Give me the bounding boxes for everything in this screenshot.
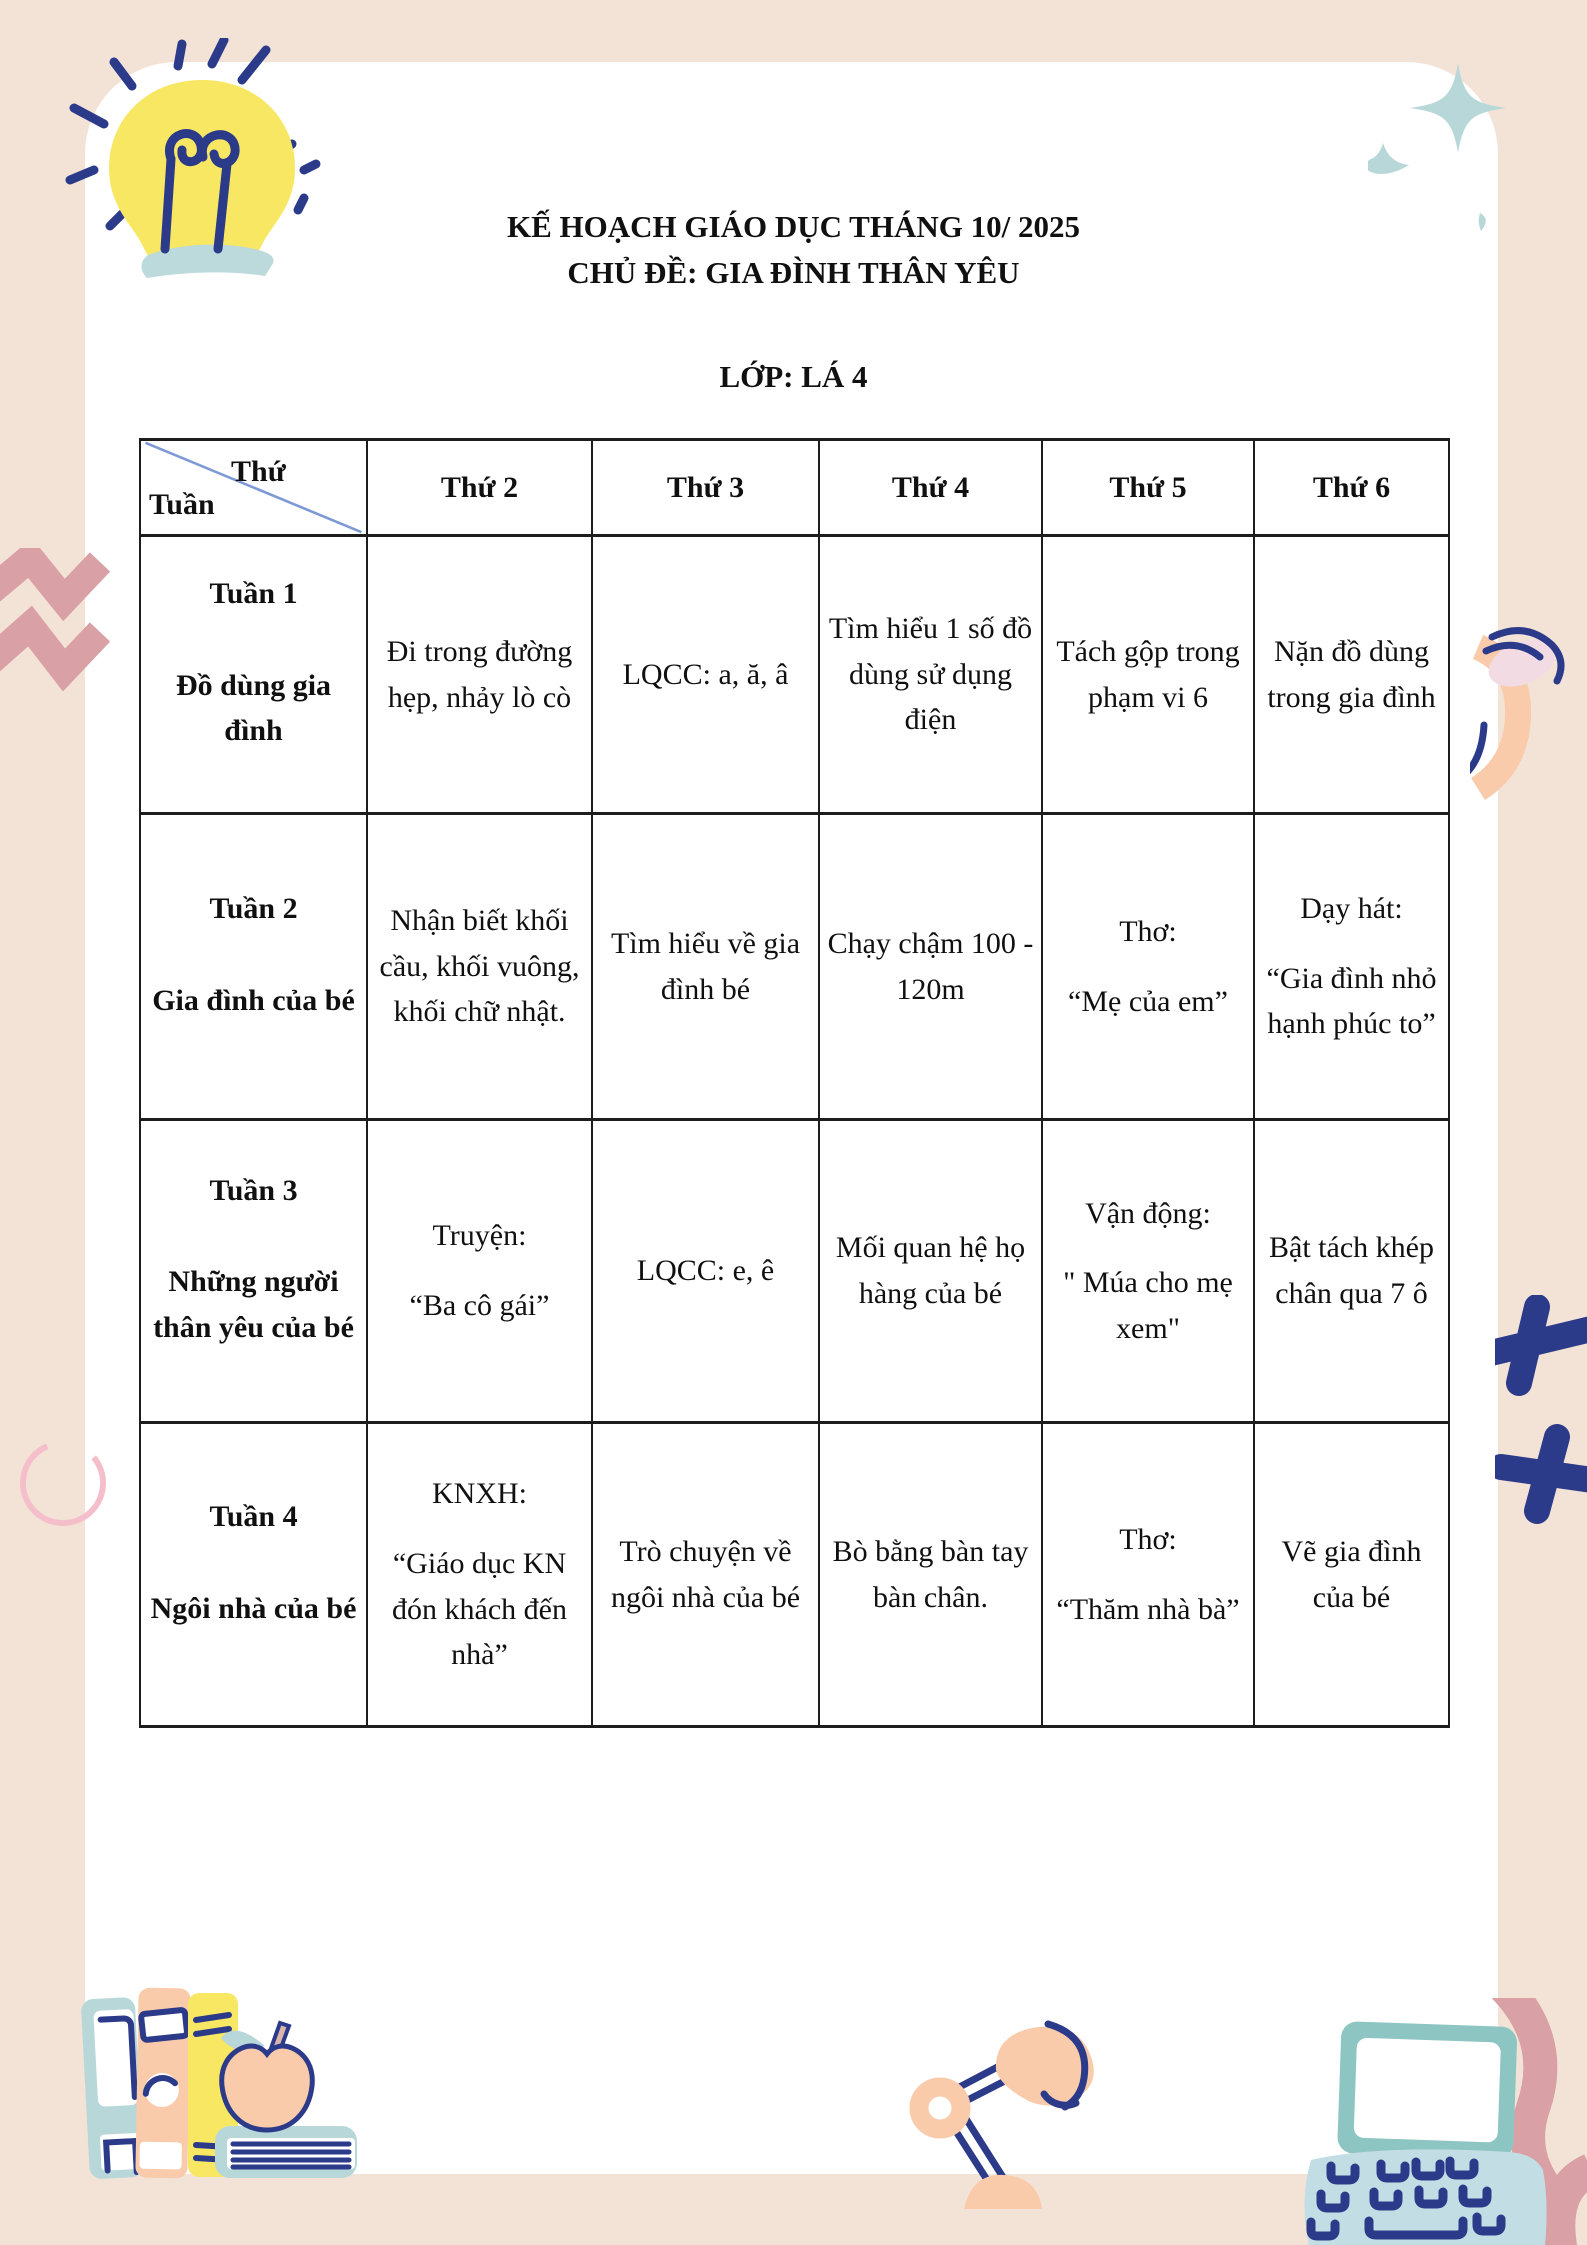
books-and-apple-icon <box>75 1982 370 2222</box>
week-label: Tuần 2 <box>209 891 298 925</box>
activity-cell <box>367 1120 592 1423</box>
activity-text: Chạy chậm 100 - 120m <box>827 926 1034 1006</box>
table-header-row <box>140 440 1449 536</box>
table-row-week2 <box>140 814 1449 1120</box>
activity-text: " Múa cho mẹ xem" <box>1063 1266 1233 1345</box>
week-cell <box>140 814 367 1120</box>
class-line: LỚP: LÁ 4 <box>719 359 868 394</box>
activity-cell <box>1254 1120 1449 1423</box>
corner-label-week: Tuần <box>149 488 215 522</box>
activity-text: Đi trong đường hẹp, nhảy lò cò <box>386 634 573 714</box>
activity-text: Truyện: <box>432 1219 527 1253</box>
ear-arc-icon <box>1470 625 1587 810</box>
activity-text: “Mẹ của em” <box>1068 984 1228 1018</box>
table-row-week3 <box>140 1120 1449 1423</box>
activity-text: “Gia đình nhỏ hạnh phúc to” <box>1266 961 1437 1041</box>
activity-text: Mối quan hệ họ hàng của bé <box>835 1231 1026 1310</box>
week-theme: Những người thân yêu của bé <box>153 1265 354 1344</box>
activity-cell <box>1254 1423 1449 1727</box>
week-label: Tuần 1 <box>209 577 298 611</box>
activity-cell <box>819 814 1042 1120</box>
activity-text: Bò bằng bàn tay bàn chân. <box>832 1534 1029 1614</box>
activity-cell <box>592 1423 819 1727</box>
activity-cell <box>1254 536 1449 814</box>
day-header: Thứ 5 <box>1042 440 1254 536</box>
pink-circle-outline-icon <box>18 1428 113 1543</box>
activity-text: Dạy hát: <box>1300 892 1403 926</box>
day-header: Thứ 2 <box>367 440 592 536</box>
table-row-week4 <box>140 1423 1449 1727</box>
week-label: Tuần 3 <box>209 1173 298 1207</box>
activity-cell <box>819 1423 1042 1727</box>
activity-cell <box>592 814 819 1120</box>
activity-text: Nặn đồ dùng trong gia đình <box>1267 634 1436 714</box>
activity-cell <box>592 1120 819 1423</box>
activity-cell <box>1042 814 1254 1120</box>
pink-zigzag-icon <box>0 548 110 698</box>
activity-text: “Ba cô gái” <box>409 1289 550 1322</box>
activity-text: Bật tách khép chân qua 7 ô <box>1269 1231 1434 1310</box>
week-theme: Ngôi nhà của bé <box>150 1591 357 1625</box>
activity-text: “Giáo dục KN đón khách đến nhà” <box>392 1546 567 1672</box>
activity-text: Thơ: <box>1119 1522 1177 1556</box>
activity-cell <box>367 536 592 814</box>
title-line-1: KẾ HOẠCH GIÁO DỤC THÁNG 10/ 2025 <box>507 209 1080 244</box>
activity-text: Trò chuyện về ngôi nhà của bé <box>610 1534 801 1614</box>
activity-cell <box>819 536 1042 814</box>
week-theme: Đồ dùng gia đình <box>175 668 332 748</box>
activity-text: Vẽ gia đình của bé <box>1281 1534 1422 1614</box>
navy-cross-doodles-icon <box>1495 1295 1587 1540</box>
activity-text: Vận động: <box>1085 1196 1211 1230</box>
activity-text: KNXH: <box>432 1477 527 1511</box>
day-header: Thứ 3 <box>592 440 819 536</box>
title-line-2: CHỦ ĐỀ: GIA ĐÌNH THÂN YÊU <box>567 255 1020 290</box>
schedule-table <box>139 438 1450 1728</box>
corner-label-day: Thứ <box>231 455 286 488</box>
week-cell <box>140 1423 367 1727</box>
activity-text: “Thăm nhà bà” <box>1056 1592 1240 1626</box>
activity-cell <box>819 1120 1042 1423</box>
laptop-icon <box>1295 1998 1587 2245</box>
activity-cell <box>1042 1120 1254 1423</box>
activity-cell <box>1254 814 1449 1120</box>
week-label: Tuần 4 <box>209 1499 298 1533</box>
day-header: Thứ 6 <box>1254 440 1449 536</box>
activity-text: LQCC: a, ă, â <box>622 657 789 691</box>
activity-text: Thơ: <box>1119 914 1177 948</box>
week-cell <box>140 536 367 814</box>
corner-cell <box>140 440 367 536</box>
activity-cell <box>1042 1423 1254 1727</box>
day-header: Thứ 4 <box>819 440 1042 536</box>
activity-text: Nhận biết khối cầu, khối vuông, khối chữ nhật. <box>379 904 580 1029</box>
desk-lamp-icon <box>878 2000 1133 2245</box>
activity-cell <box>367 814 592 1120</box>
activity-cell <box>367 1423 592 1727</box>
week-theme: Gia đình của bé <box>152 983 355 1017</box>
document-header <box>139 204 1448 400</box>
activity-text: Tìm hiểu về gia đình bé <box>610 926 801 1006</box>
table-row-week1 <box>140 536 1449 814</box>
activity-cell <box>1042 536 1254 814</box>
activity-text: Tìm hiểu 1 số đồ dùng sử dụng điện <box>828 612 1033 737</box>
week-cell <box>140 1120 367 1423</box>
activity-text: Tách gộp trong phạm vi 6 <box>1056 634 1240 714</box>
activity-text: LQCC: e, ê <box>636 1254 775 1288</box>
activity-cell <box>592 536 819 814</box>
